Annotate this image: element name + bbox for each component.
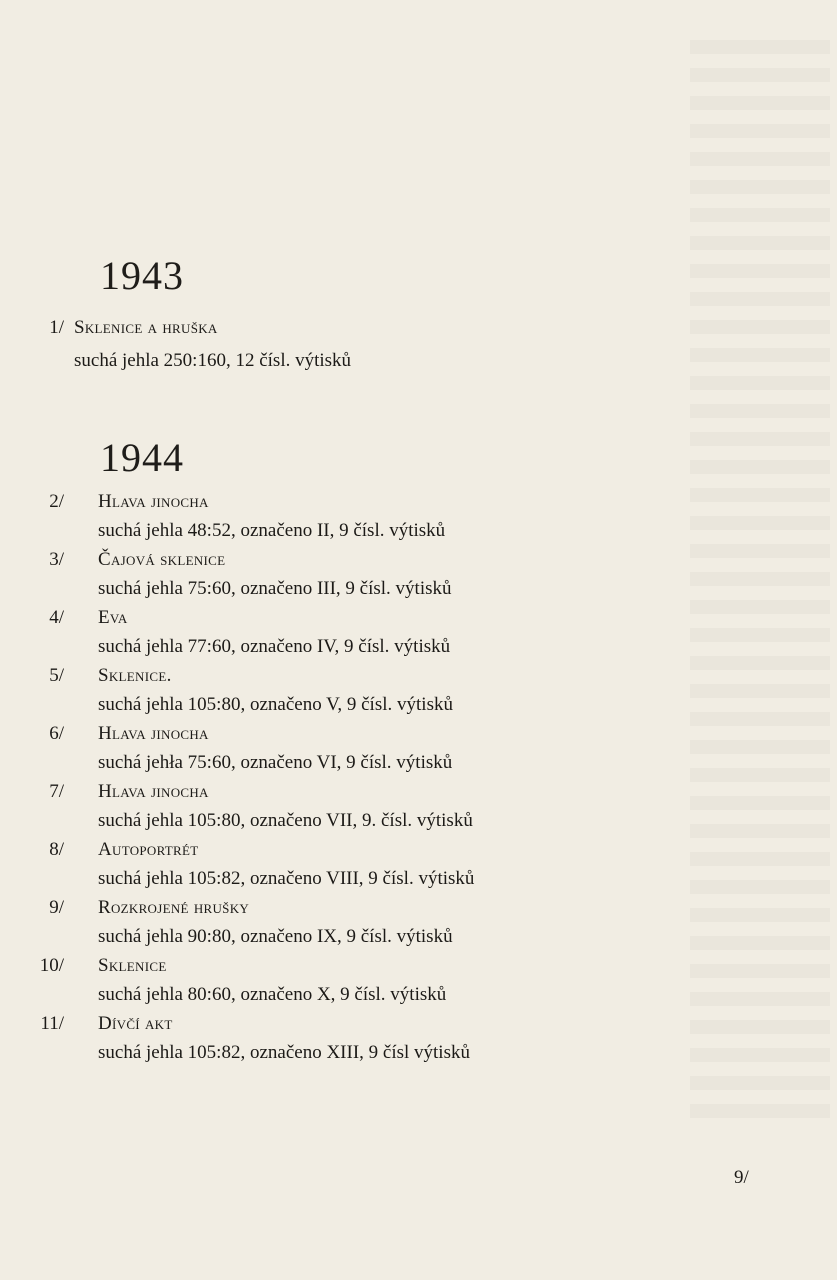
entry-description: suchá jehla 105:82, označeno XIII, 9 čísl výtisků xyxy=(98,1042,470,1063)
entry-number: 3/ xyxy=(49,549,64,570)
show-through-text xyxy=(690,40,830,1120)
entry-number: 7/ xyxy=(49,781,64,802)
entry-number: 10/ xyxy=(39,955,64,976)
entry-description: suchá jehła 75:60, označeno VI, 9 čísl. výtisků xyxy=(98,752,453,773)
entry-number: 6/ xyxy=(49,723,64,744)
entry-title: Autoportrét xyxy=(98,839,199,860)
entry-title: Rozkrojené hrušky xyxy=(98,897,250,918)
entry-number: 1/ xyxy=(49,317,64,338)
entry-title: Sklenice. xyxy=(98,665,172,686)
entry-title: Hlava jinocha xyxy=(98,781,209,802)
entry-title: Sklenice xyxy=(98,955,167,976)
entry-title: Hlava jinocha xyxy=(98,491,209,512)
entry-description: suchá jehla 90:80, označeno IX, 9 čísl. výtisků xyxy=(98,926,453,947)
entry-description: suchá jehla 105:80, označeno V, 9 čísl. výtisků xyxy=(98,694,453,715)
year-heading-1943: 1943 xyxy=(100,253,184,298)
entry-description: suchá jehla 250:160, 12 čísl. výtisků xyxy=(74,350,352,371)
year-heading-1944: 1944 xyxy=(100,435,184,480)
entry-description: suchá jehla 105:80, označeno VII, 9. čísl. výtisků xyxy=(98,810,473,831)
entry-description: suchá jehla 77:60, označeno IV, 9 čísl. výtisků xyxy=(98,636,451,657)
entry-number: 2/ xyxy=(49,491,64,512)
entry-description: suchá jehla 48:52, označeno II, 9 čísl. výtisků xyxy=(98,520,446,541)
entry-title: Čajová sklenice xyxy=(98,549,226,570)
entry-number: 5/ xyxy=(49,665,64,686)
entry-number: 9/ xyxy=(49,897,64,918)
entry-number: 11/ xyxy=(40,1013,64,1034)
entry-description: suchá jehla 80:60, označeno X, 9 čísl. výtisků xyxy=(98,984,447,1005)
entry-description: suchá jehla 105:82, označeno VIII, 9 čísl. výtisků xyxy=(98,868,475,889)
entry-number: 8/ xyxy=(49,839,64,860)
entry-description: suchá jehla 75:60, označeno III, 9 čísl. výtisků xyxy=(98,578,452,599)
entry-title: Hlava jinocha xyxy=(98,723,209,744)
entry-title: Dívčí akt xyxy=(98,1013,173,1034)
entry-title: Eva xyxy=(98,607,128,628)
page-number: 9/ xyxy=(734,1167,749,1188)
entry-number: 4/ xyxy=(49,607,64,628)
entry-title: Sklenice a hruška xyxy=(74,317,218,338)
